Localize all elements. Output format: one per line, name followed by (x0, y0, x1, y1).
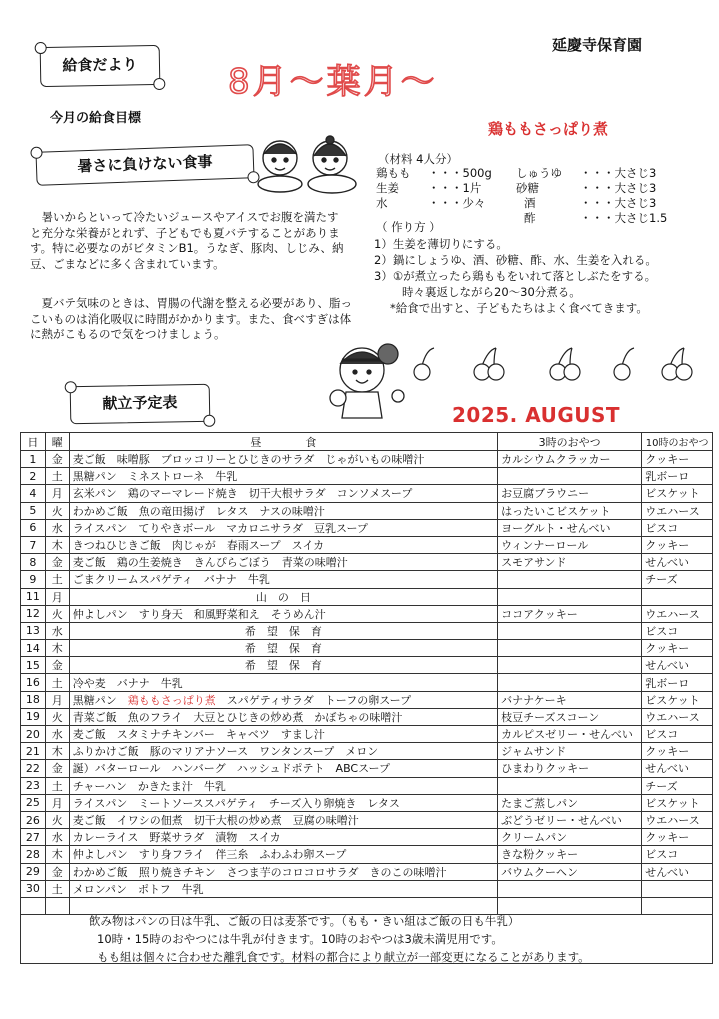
month-label: 2025. AUGUST (452, 403, 621, 427)
cell-snack-10am: クッキー (642, 829, 713, 846)
cell-day: 4 (21, 485, 46, 502)
schedule-banner (70, 384, 211, 424)
cell-lunch: チャーハン かきたま汁 牛乳 (69, 777, 497, 794)
cell-day: 29 (21, 863, 46, 880)
table-row (21, 726, 713, 743)
cell-snack-10am: ウエハース (642, 708, 713, 725)
cell-snack-3pm: きな粉クッキー (498, 846, 642, 863)
cell-snack-3pm: スモアサンド (498, 554, 642, 571)
cell-day: 11 (21, 588, 46, 605)
ingredients-left (376, 166, 506, 211)
ingredient: しゅうゆ ・・・大さじ3 (516, 166, 657, 180)
cell-weekday: 木 (45, 743, 69, 760)
cell-snack-10am: ビスケット (642, 485, 713, 502)
recipe-step: 3）①が煮立ったら鶏ももをいれて落としぶたをする。 (374, 269, 657, 283)
cell-weekday: 金 (45, 451, 69, 468)
cell-lunch: 希 望 保 育 (69, 657, 497, 674)
cell-lunch: 誕）バターロール ハンバーグ ハッシュドポテト ABCスープ (69, 760, 497, 777)
cell-lunch: 仲よしパン すり身天 和風野菜和え そうめん汁 (69, 605, 497, 622)
cell-lunch: 玄米パン 鶏のマーマレード焼き 切干大根サラダ コンソメスープ (69, 485, 497, 502)
cell-weekday: 火 (45, 811, 69, 828)
header-weekday: 曜 (45, 433, 69, 451)
table-row (21, 588, 713, 605)
cell-day: 6 (21, 519, 46, 536)
table-row (21, 708, 713, 725)
cell-weekday: 月 (45, 588, 69, 605)
cell-snack-10am: ウエハース (642, 811, 713, 828)
cell-snack-3pm (498, 640, 642, 657)
cell-lunch: 希 望 保 育 (69, 622, 497, 639)
note: 10時・15時のおやつには牛乳が付きます。10時のおやつは3歳未満児用です。 (97, 932, 503, 946)
table-row (21, 657, 713, 674)
cell-weekday: 水 (45, 622, 69, 639)
table-row (21, 880, 713, 897)
table-row (21, 554, 713, 571)
table-row (21, 622, 713, 639)
table-row (21, 674, 713, 691)
cell-snack-3pm: ウィンナーロール (498, 536, 642, 553)
cell-lunch: 麦ご飯 イワシの佃煮 切干大根の炒め煮 豆腐の味噌汁 (69, 811, 497, 828)
table-row (21, 502, 713, 519)
cell-snack-10am (642, 588, 713, 605)
cell-weekday: 土 (45, 777, 69, 794)
table-row (21, 846, 713, 863)
cell-snack-3pm (498, 588, 642, 605)
cell-snack-3pm (498, 674, 642, 691)
school-name: 延慶寺保育園 (552, 36, 643, 54)
cell-lunch: 山 の 日 (69, 588, 497, 605)
table-row (21, 468, 713, 485)
cell-snack-10am: ビスコ (642, 726, 713, 743)
cell-snack-10am: ウエハース (642, 605, 713, 622)
cell-snack-3pm: 枝豆チーズスコーン (498, 708, 642, 725)
cell-snack-3pm: ココアクッキー (498, 605, 642, 622)
cell-weekday: 土 (45, 468, 69, 485)
cell-snack-10am: クッキー (642, 640, 713, 657)
ingredients-right (516, 166, 696, 226)
cell-weekday: 土 (45, 571, 69, 588)
cell-lunch: 仲よしパン すり身フライ 伴三糸 ふわふわ卵スープ (69, 846, 497, 863)
cell-lunch: ライスパン ミートソーススパゲティ チーズ入り卵焼き レタス (69, 794, 497, 811)
cell-weekday: 金 (45, 657, 69, 674)
cell-day: 23 (21, 777, 46, 794)
cell-lunch: きつねひじきご飯 肉じゃが 春雨スープ スイカ (69, 536, 497, 553)
cell-day: 20 (21, 726, 46, 743)
recipe-title: 鶏ももさっぱり煮 (488, 120, 609, 138)
cell-lunch: 青菜ご飯 魚のフライ 大豆とひじきの炒め煮 かぼちゃの味噌汁 (69, 708, 497, 725)
cell-snack-3pm: ぶどうゼリー・せんべい (498, 811, 642, 828)
cell-snack-10am: クッキー (642, 451, 713, 468)
cell-lunch: 黒糖パン ミネストローネ 牛乳 (69, 468, 497, 485)
schedule-label: 献立予定表 (102, 393, 178, 413)
cell-weekday: 火 (45, 502, 69, 519)
cell-weekday: 土 (45, 674, 69, 691)
table-row (21, 571, 713, 588)
recipe-step: 2）鍋にしょうゆ、酒、砂糖、酢、水、生姜を入れる。 (374, 253, 657, 267)
cell-lunch (69, 691, 497, 708)
cell-lunch: わかめご飯 魚の竜田揚げ レタス ナスの味噌汁 (69, 502, 497, 519)
recipe-step: *給食で出すと、子どもたちはよく食べてきます。 (390, 301, 648, 315)
recipe-steps-label: （ 作り方 ） (376, 220, 441, 234)
ingredient: 酢 ・・・大さじ1.5 (524, 211, 668, 225)
cell-weekday: 水 (45, 726, 69, 743)
intro-paragraph-2: 夏バテ気味のときは、胃腸の代謝を整える必要があり、脂っこいものは消化吸収に時間がかかります。また、食べすぎは体に熱がこもるので気をつけましょう。 (30, 296, 352, 341)
cell-day: 13 (21, 622, 46, 639)
cell-weekday: 土 (45, 880, 69, 897)
table-row (21, 829, 713, 846)
table-row (21, 760, 713, 777)
cell-day: 27 (21, 829, 46, 846)
cell-snack-10am: チーズ (642, 571, 713, 588)
recipe-steps (374, 236, 694, 316)
cell-weekday: 金 (45, 554, 69, 571)
newsletter-label: 給食だより (62, 55, 138, 75)
cell-snack-3pm: ひまわりクッキー (498, 760, 642, 777)
cell-weekday: 金 (45, 760, 69, 777)
table-body (21, 451, 713, 898)
cell-snack-3pm: お豆腐ブラウニー (498, 485, 642, 502)
cell-snack-10am: ビスコ (642, 846, 713, 863)
cell-snack-3pm (498, 622, 642, 639)
cell-snack-10am: ウエハース (642, 502, 713, 519)
cell-snack-3pm: クリームパン (498, 829, 642, 846)
goal-text: 暑さに負けない食事 (77, 152, 213, 176)
cell-lunch: メロンパン ポトフ 牛乳 (69, 880, 497, 897)
cell-day: 21 (21, 743, 46, 760)
cell-weekday: 月 (45, 691, 69, 708)
cell-weekday: 木 (45, 846, 69, 863)
ingredient: 砂糖 ・・・大さじ3 (516, 181, 657, 195)
cell-lunch: ふりかけご飯 豚のマリアナソース ワンタンスープ メロン (69, 743, 497, 760)
cell-weekday: 水 (45, 829, 69, 846)
recipe-ingredients-label: （材料 4人分） (378, 152, 458, 166)
cell-day: 7 (21, 536, 46, 553)
note: 飲み物はパンの日は牛乳、ご飯の日は麦茶です。（もも・きい組はご飯の日も牛乳） (89, 914, 520, 928)
table-row (21, 811, 713, 828)
cell-lunch: 冷や麦 バナナ 牛乳 (69, 674, 497, 691)
cell-day: 25 (21, 794, 46, 811)
cell-snack-10am: ビスケット (642, 691, 713, 708)
cell-snack-3pm: ジャムサンド (498, 743, 642, 760)
table-row (21, 777, 713, 794)
cell-snack-3pm (498, 571, 642, 588)
table-row (21, 485, 713, 502)
newsletter-label-banner (40, 45, 161, 87)
recipe-highlight: 鶏ももさっぱり煮 (127, 693, 216, 707)
cell-lunch: 麦ご飯 味噌豚 ブロッコリーとひじきのサラダ じゃがいもの味噌汁 (69, 451, 497, 468)
goal-label: 今月の給食目標 (50, 111, 142, 126)
cell-day: 12 (21, 605, 46, 622)
child-illustration (326, 338, 418, 422)
cherry-decoration (408, 344, 698, 384)
cell-day: 28 (21, 846, 46, 863)
ingredient: 酒 ・・・大さじ3 (524, 196, 657, 210)
table-row (21, 536, 713, 553)
cell-snack-3pm: たまご蒸しパン (498, 794, 642, 811)
cell-lunch: 麦ご飯 スタミナチキンバー キャベツ すまし汁 (69, 726, 497, 743)
intro-paragraph-1: 暑いからといって冷たいジュースやアイスでお腹を満たすと充分な栄養がとれず、子どもでも夏バテすることがあります。特に必要なのがビタミンB1。うなぎ、豚肉、しじみ、納豆、ごまなどに多く含まれています。 (30, 210, 344, 271)
cell-snack-10am: チーズ (642, 777, 713, 794)
cell-snack-3pm: バウムクーヘン (498, 863, 642, 880)
cell-weekday: 金 (45, 863, 69, 880)
notes-box (20, 906, 713, 964)
table-row (21, 640, 713, 657)
cell-snack-10am: クッキー (642, 536, 713, 553)
cell-day: 30 (21, 880, 46, 897)
cell-snack-3pm (498, 657, 642, 674)
note: もも組は個々に合わせた離乳食です。材料の都合により献立が一部変更になることがあります。 (97, 950, 590, 964)
page-title: 8月～葉月～ (228, 62, 438, 102)
header-snack-10am: 10時のおやつ (642, 433, 713, 451)
cell-day: 2 (21, 468, 46, 485)
table-row (21, 743, 713, 760)
cell-weekday: 木 (45, 640, 69, 657)
header-lunch: 昼 食 (69, 433, 497, 451)
table-header-row (21, 433, 713, 451)
cell-snack-3pm (498, 880, 642, 897)
cell-snack-3pm: カルシウムクラッカー (498, 451, 642, 468)
cell-snack-10am (642, 880, 713, 897)
cell-snack-10am: せんべい (642, 760, 713, 777)
cell-day: 26 (21, 811, 46, 828)
cell-weekday: 火 (45, 708, 69, 725)
ingredient: 水 ・・・少々 (376, 196, 486, 210)
cell-snack-3pm: カルピスゼリー・せんべい (498, 726, 642, 743)
table-row (21, 519, 713, 536)
table-row (21, 691, 713, 708)
cell-lunch: わかめご飯 照り焼きチキン さつま芋のコロコロサラダ きのこの味噌汁 (69, 863, 497, 880)
cell-weekday: 火 (45, 605, 69, 622)
cell-snack-10am: ビスケット (642, 794, 713, 811)
cell-day: 5 (21, 502, 46, 519)
cell-weekday: 木 (45, 536, 69, 553)
cell-snack-10am: ビスコ (642, 622, 713, 639)
table-row (21, 863, 713, 880)
cell-day: 9 (21, 571, 46, 588)
cell-lunch: ごまクリームスパゲティ バナナ 牛乳 (69, 571, 497, 588)
cell-snack-10am: 乳ボーロ (642, 674, 713, 691)
cell-snack-10am: クッキー (642, 743, 713, 760)
menu-table (20, 432, 713, 915)
goal-banner (35, 144, 254, 186)
cell-weekday: 月 (45, 794, 69, 811)
header-snack-3pm: 3時のおやつ (498, 433, 642, 451)
cell-snack-3pm (498, 777, 642, 794)
cell-snack-10am: せんべい (642, 554, 713, 571)
cell-snack-10am: 乳ボーロ (642, 468, 713, 485)
table-row (21, 605, 713, 622)
cell-lunch: カレーライス 野菜サラダ 漬物 スイカ (69, 829, 497, 846)
cell-snack-3pm: バナナケーキ (498, 691, 642, 708)
cell-lunch: 希 望 保 育 (69, 640, 497, 657)
cell-day: 15 (21, 657, 46, 674)
recipe-step: 1）生姜を薄切りにする。 (374, 237, 508, 251)
cell-lunch: 麦ご飯 鶏の生姜焼き きんぴらごぼう 青菜の味噌汁 (69, 554, 497, 571)
lunch-text: スパゲティサラダ トーフの卵スープ (215, 693, 412, 707)
table-row (21, 451, 713, 468)
cell-day: 22 (21, 760, 46, 777)
cell-snack-10am: ビスコ (642, 519, 713, 536)
cell-day: 14 (21, 640, 46, 657)
table-row (21, 794, 713, 811)
header-day: 日 (21, 433, 46, 451)
cell-snack-3pm: はったいこビスケット (498, 502, 642, 519)
lunch-text: 黒糖パン (72, 693, 128, 707)
cell-lunch: ライスパン てりやきボール マカロニサラダ 豆乳スープ (69, 519, 497, 536)
cell-snack-3pm: ヨーグルト・せんべい (498, 519, 642, 536)
cell-snack-3pm (498, 468, 642, 485)
cell-day: 16 (21, 674, 46, 691)
cell-day: 18 (21, 691, 46, 708)
cell-day: 8 (21, 554, 46, 571)
recipe-step: 時々裏返しながら20～30分煮る。 (402, 285, 581, 299)
ingredient: 生姜 ・・・1片 (376, 181, 482, 195)
cell-weekday: 水 (45, 519, 69, 536)
cell-snack-10am: せんべい (642, 657, 713, 674)
cell-day: 1 (21, 451, 46, 468)
cell-weekday: 月 (45, 485, 69, 502)
ingredient: 鶏もも ・・・500g (376, 166, 492, 180)
cell-snack-10am: せんべい (642, 863, 713, 880)
kids-illustration (252, 132, 368, 198)
cell-day: 19 (21, 708, 46, 725)
